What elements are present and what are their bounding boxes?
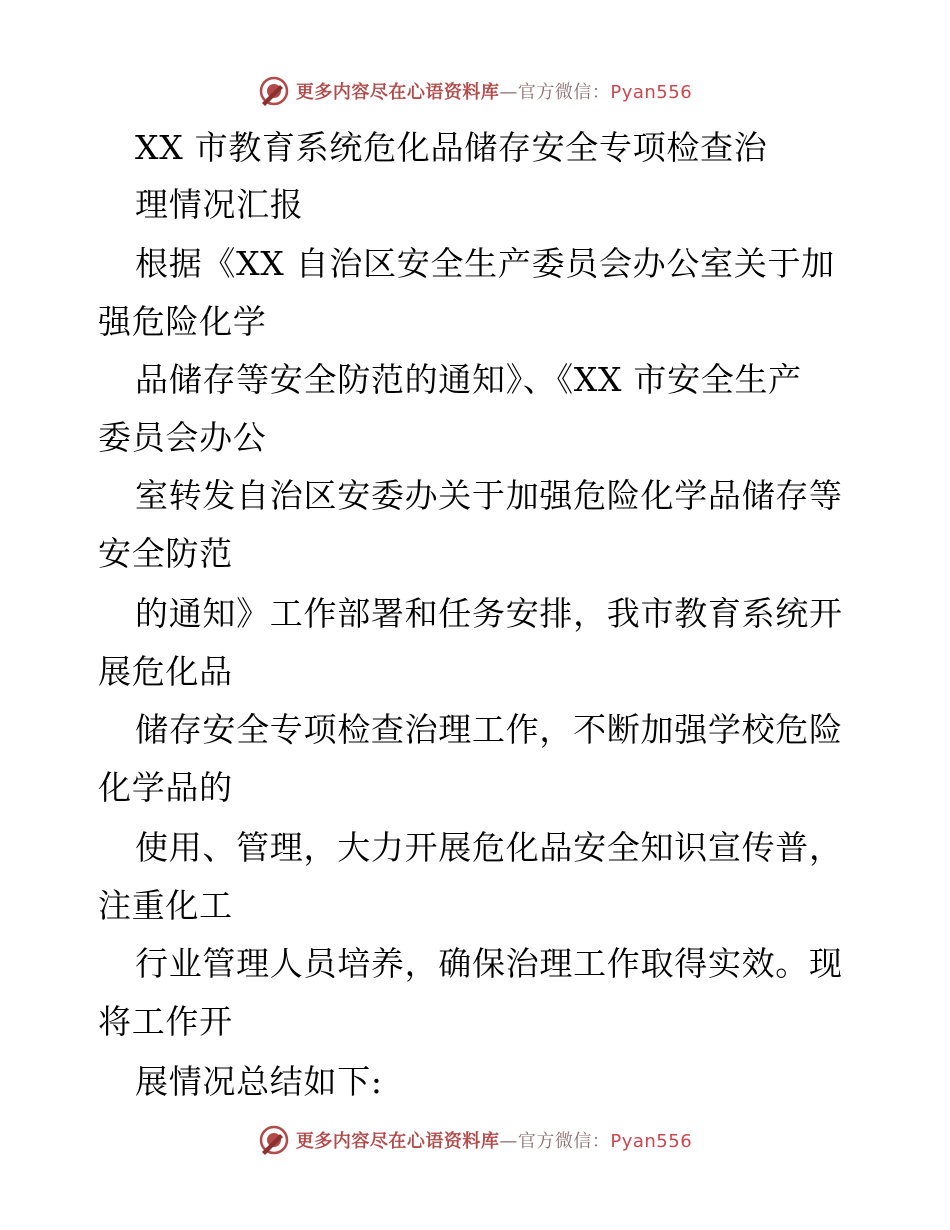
pen-logo-icon: [258, 1124, 290, 1156]
doc-paragraph-line: 的通知》工作部署和任务安排，我市教育系统开: [135, 594, 843, 633]
footer-banner-text: [296, 1127, 692, 1153]
banner-brand: 更多内容尽在心语资料库: [295, 1131, 500, 1152]
doc-paragraph-line: 展情况总结如下:: [135, 1062, 383, 1101]
doc-title-line-2: 理情况汇报: [135, 185, 304, 224]
doc-paragraph-line: 安全防范: [98, 534, 233, 573]
banner-wechat-handle: Pyan556: [610, 1131, 693, 1152]
banner-dash: —: [499, 1131, 518, 1152]
doc-paragraph-line: 储存安全专项检查治理工作，不断加强学校危险: [135, 710, 843, 749]
doc-paragraph-line: 使用、管理，大力开展危化品安全知识宣传普，: [135, 828, 843, 867]
doc-paragraph-line: 将工作开: [98, 1002, 233, 1041]
doc-paragraph-line: 委员会办公: [98, 418, 267, 457]
banner-wechat-label: 官方微信：: [517, 82, 611, 103]
doc-paragraph-line: 行业管理人员培养，确保治理工作取得实效。现: [135, 944, 843, 983]
doc-paragraph-line: 根据《XX 自治区安全生产委员会办公室关于加: [135, 244, 835, 283]
banner-brand: 更多内容尽在心语资料库: [295, 82, 500, 103]
doc-paragraph-line: 注重化工: [98, 886, 233, 925]
doc-paragraph-line: 室转发自治区安委办关于加强危险化学品储存等: [135, 476, 843, 515]
footer-banner: [0, 1120, 950, 1160]
banner-dash: —: [499, 82, 518, 103]
doc-title-line-1: XX 市教育系统危化品储存安全专项检查治: [135, 128, 768, 167]
banner-wechat-handle: Pyan556: [610, 82, 693, 103]
doc-paragraph-line: 强危险化学: [98, 302, 267, 341]
footer-banner-content: [258, 1124, 692, 1156]
banner-wechat-label: 官方微信：: [517, 1131, 611, 1152]
doc-paragraph-line: 品储存等安全防范的通知》、《XX 市安全生产: [135, 360, 802, 399]
doc-paragraph-line: 展危化品: [98, 652, 233, 691]
doc-paragraph-line: 化学品的: [98, 768, 233, 807]
